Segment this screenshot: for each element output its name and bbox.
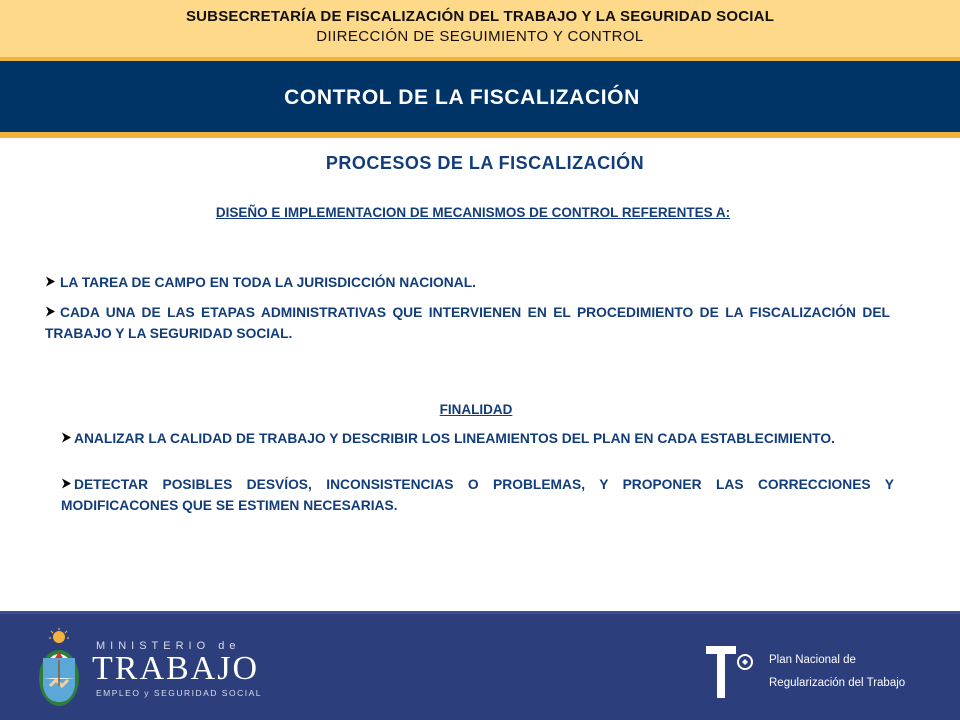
ministry-line-1: MINISTERIO de <box>96 640 241 652</box>
list-item <box>61 428 894 449</box>
list-item-text: ANALIZAR LA CALIDAD DE TRABAJO Y DESCRIBIR LOS LINEAMIENTOS DEL PLAN EN CADA ESTABLECIMIENTO. <box>74 431 835 446</box>
header-line-2: DIIRECCIÓN DE SEGUIMIENTO Y CONTROL <box>316 28 644 45</box>
list-item <box>45 302 890 344</box>
arrow-bullet-icon <box>61 474 72 495</box>
list-item <box>45 272 890 293</box>
ministry-line-3: EMPLEO y SEGURIDAD SOCIAL <box>96 688 262 698</box>
section-subheading: DISEÑO E IMPLEMENTACION DE MECANISMOS DE CONTROL REFERENTES A: <box>215 205 731 220</box>
list-item-text: DETECTAR POSIBLES DESVÍOS, INCONSISTENCIAS O PROBLEMAS, Y PROPONER LAS CORRECCIONES Y MODIFICACONES QUE SE ESTIMEN NECESARIAS. <box>61 477 894 513</box>
header-line-1: SUBSECRETARÍA DE FISCALIZACIÓN DEL TRABAJO Y LA SEGURIDAD SOCIAL <box>185 8 775 25</box>
finalidad-heading: FINALIDAD <box>439 402 513 417</box>
list-item <box>61 474 894 516</box>
title-divider <box>0 132 960 138</box>
list-item-text: CADA UNA DE LAS ETAPAS ADMINISTRATIVAS QUE INTERVIENEN EN EL PROCEDIMIENTO DE LA FISCALIZACIÓN DEL TRABAJO Y LA SEGURIDAD SOCIAL. <box>45 305 890 341</box>
arrow-bullet-icon <box>45 272 56 293</box>
arrow-bullet-icon <box>61 428 72 449</box>
title-band <box>0 61 960 132</box>
section-heading: PROCESOS DE LA FISCALIZACIÓN <box>325 153 645 173</box>
footer-top-edge <box>0 611 960 614</box>
ministry-line-2: TRABAJO <box>92 650 260 687</box>
arrow-bullet-icon <box>45 302 56 323</box>
page-title: CONTROL DE LA FISCALIZACIÓN <box>284 86 640 109</box>
plan-line-1: Plan Nacional de <box>769 654 856 666</box>
plan-line-2: Regularización del Trabajo <box>769 677 906 689</box>
subsecretaria-header <box>0 0 960 57</box>
plan-t-logo-icon <box>706 646 758 698</box>
list-item-text: LA TAREA DE CAMPO EN TODA LA JURISDICCIÓN NACIONAL. <box>60 275 476 290</box>
argentine-coat-of-arms-icon <box>32 628 86 712</box>
